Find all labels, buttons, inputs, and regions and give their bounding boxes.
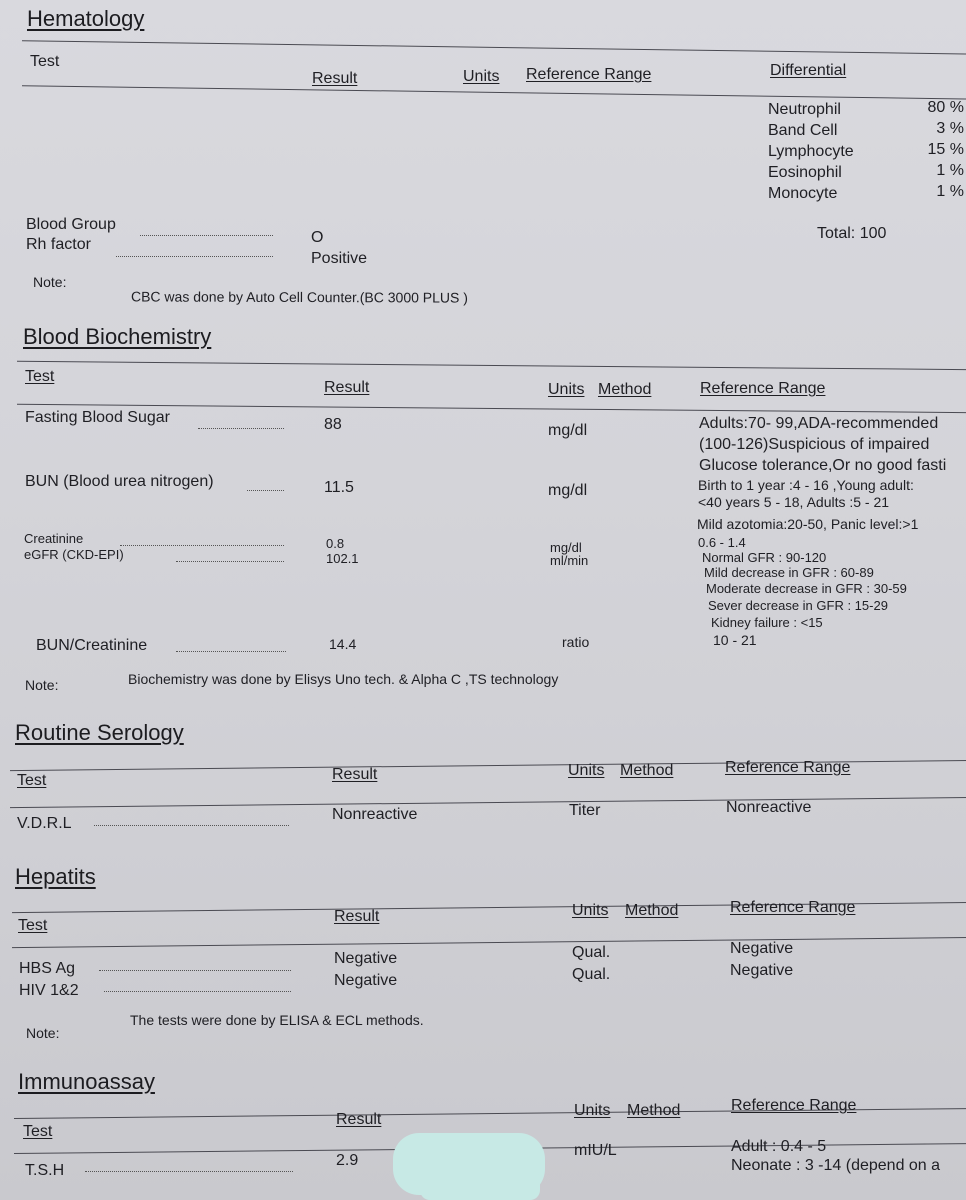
- header-method: Method: [627, 1102, 681, 1119]
- reference-line: (100-126)Suspicious of impaired: [699, 436, 930, 453]
- header-differential: Differential: [770, 62, 847, 79]
- leader-dots: [120, 545, 284, 546]
- reference-line: Birth to 1 year :4 - 16 ,Young adult:: [698, 477, 914, 493]
- leader-dots: [247, 490, 284, 491]
- differential-total: Total: 100: [817, 225, 887, 242]
- note-text: CBC was done by Auto Cell Counter.(BC 3000 PLUS ): [130, 288, 468, 306]
- result-value: Negative: [334, 950, 398, 967]
- header-reference-range: Reference Range: [725, 759, 851, 776]
- reference-line: Normal GFR : 90-120: [702, 550, 827, 565]
- redaction-mark: [420, 1170, 540, 1200]
- test-name: Blood Group: [26, 216, 116, 233]
- result-value: 11.5: [324, 479, 354, 496]
- test-name: V.D.R.L: [17, 815, 72, 832]
- header-result: Result: [334, 908, 380, 925]
- units-value: mIU/L: [574, 1142, 617, 1159]
- header-test: Test: [18, 917, 48, 934]
- units-value: Titer: [569, 802, 601, 819]
- leader-dots: [94, 825, 289, 826]
- test-name: BUN/Creatinine: [36, 637, 148, 654]
- note-text: The tests were done by ELISA & ECL methods.: [130, 1012, 424, 1028]
- leader-dots: [176, 651, 286, 652]
- header-units: Units: [548, 381, 585, 398]
- test-name: eGFR (CKD-EPI): [24, 547, 124, 562]
- result-value: 88: [324, 416, 342, 433]
- result-value: Negative: [334, 972, 398, 989]
- differential-value: 1 %: [936, 183, 964, 200]
- note-label: Note:: [33, 274, 67, 290]
- reference-line: Moderate decrease in GFR : 30-59: [706, 581, 907, 596]
- header-reference-range: Reference Range: [700, 380, 826, 397]
- reference-line: Sever decrease in GFR : 15-29: [708, 598, 888, 613]
- header-reference-range: Reference Range: [526, 66, 652, 83]
- header-result: Result: [332, 766, 378, 783]
- result-value: 102.1: [326, 551, 359, 566]
- leader-dots: [140, 235, 273, 236]
- differential-value: 3 %: [936, 120, 964, 137]
- reference-value: Nonreactive: [726, 799, 812, 816]
- reference-line: Mild azotomia:20-50, Panic level:>1: [697, 516, 919, 532]
- test-name: BUN (Blood urea nitrogen): [25, 473, 214, 490]
- reference-line: Kidney failure : <15: [711, 615, 823, 630]
- header-result: Result: [324, 379, 370, 396]
- hepatitis-title: Hepatits: [15, 864, 96, 889]
- reference-line: Glucose tolerance,Or no good fasti: [699, 457, 947, 474]
- immunoassay-title: Immunoassay: [18, 1069, 155, 1094]
- result-value: 14.4: [329, 636, 357, 652]
- reference-line: 0.6 - 1.4: [698, 535, 746, 550]
- reference-line: Adult : 0.4 - 5: [731, 1138, 827, 1155]
- differential-value: 1 %: [936, 162, 964, 179]
- header-result: Result: [336, 1111, 382, 1128]
- header-method: Method: [625, 902, 679, 919]
- test-name: T.S.H: [25, 1162, 65, 1179]
- reference-line: <40 years 5 - 18, Adults :5 - 21: [698, 494, 890, 510]
- reference-line: Adults:70- 99,ADA-recommended: [699, 415, 939, 432]
- note-text: Biochemistry was done by Elisys Uno tech. & Alpha C ,TS technology: [128, 671, 559, 687]
- reference-line: Neonate : 3 -14 (depend on a: [731, 1157, 941, 1174]
- header-method: Method: [598, 381, 652, 398]
- header-test: Test: [17, 772, 47, 789]
- header-units: Units: [572, 902, 609, 919]
- note-label: Note:: [25, 677, 59, 693]
- header-units: Units: [568, 762, 605, 779]
- differential-name: Monocyte: [768, 185, 838, 202]
- differential-name: Eosinophil: [768, 164, 842, 181]
- leader-dots: [104, 991, 291, 992]
- units-value: mg/dl: [550, 540, 582, 555]
- result-value: Nonreactive: [332, 806, 418, 823]
- biochemistry-title: Blood Biochemistry: [23, 324, 212, 349]
- hematology-title: Hematology: [27, 6, 145, 31]
- header-reference-range: Reference Range: [731, 1097, 857, 1114]
- units-value: ratio: [562, 634, 590, 650]
- leader-dots: [198, 428, 284, 429]
- reference-value: Negative: [730, 962, 794, 979]
- reference-value: Negative: [730, 940, 794, 957]
- reference-line: Mild decrease in GFR : 60-89: [704, 565, 874, 580]
- reference-line: 10 - 21: [713, 632, 757, 648]
- differential-name: Band Cell: [768, 122, 838, 139]
- test-name: HBS Ag: [19, 960, 76, 977]
- header-result: Result: [312, 70, 358, 87]
- leader-dots: [116, 256, 273, 257]
- differential-name: Neutrophil: [768, 101, 841, 118]
- leader-dots: [99, 970, 291, 971]
- serology-title: Routine Serology: [15, 720, 184, 745]
- header-test: Test: [25, 368, 55, 385]
- units-value: Qual.: [572, 944, 611, 961]
- units-value: mg/dl: [548, 482, 588, 499]
- leader-dots: [176, 561, 284, 562]
- differential-name: Lymphocyte: [768, 143, 854, 160]
- header-test: Test: [23, 1123, 53, 1140]
- test-name: Rh factor: [26, 236, 91, 253]
- header-units: Units: [574, 1102, 611, 1119]
- test-name: HIV 1&2: [19, 982, 79, 999]
- differential-value: 15 %: [927, 141, 964, 158]
- note-label: Note:: [26, 1025, 60, 1041]
- result-value: Positive: [311, 250, 368, 267]
- leader-dots: [85, 1171, 293, 1172]
- units-value: Qual.: [572, 966, 611, 983]
- header-units: Units: [463, 68, 500, 85]
- result-value: 0.8: [326, 536, 345, 551]
- header-test: Test: [30, 53, 60, 70]
- test-name: Fasting Blood Sugar: [25, 409, 170, 426]
- header-method: Method: [620, 762, 674, 779]
- result-value: O: [311, 229, 324, 246]
- units-value: ml/min: [550, 553, 589, 568]
- result-value: 2.9: [336, 1152, 359, 1169]
- units-value: mg/dl: [548, 422, 588, 439]
- differential-value: 80 %: [927, 99, 964, 116]
- header-reference-range: Reference Range: [730, 899, 856, 916]
- test-name: Creatinine: [24, 531, 84, 546]
